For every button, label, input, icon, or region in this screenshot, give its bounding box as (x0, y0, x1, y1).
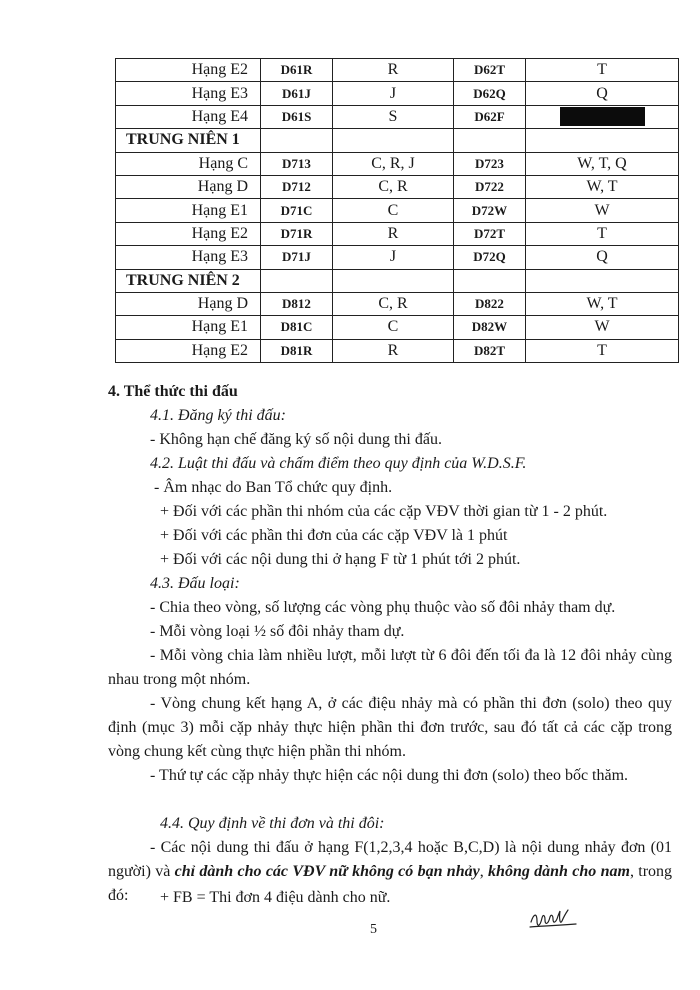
text-run: , trong đó: (108, 863, 673, 904)
emphasis-text: chỉ dành cho các VĐV nữ không có bạn nhảy (174, 863, 480, 880)
table-section-row (116, 269, 679, 292)
code-cell: D72W (454, 199, 526, 222)
category-name-cell: Hạng D (116, 175, 261, 198)
table-row (116, 199, 679, 222)
dances-cell: W (526, 316, 679, 339)
code-cell: D713 (261, 152, 333, 175)
section-label: TRUNG NIÊN 2 (116, 269, 261, 292)
code-cell: D812 (261, 292, 333, 315)
paragraph-line: - Không hạn chế đăng ký số nội dung thi đấu. (150, 431, 442, 448)
code-cell: D72T (454, 222, 526, 245)
code-cell: D82W (454, 316, 526, 339)
dances-cell: R (333, 222, 454, 245)
category-name-cell: Hạng E2 (116, 222, 261, 245)
dances-cell: C, R, J (333, 152, 454, 175)
empty-cell (454, 129, 526, 152)
table-row (116, 59, 679, 82)
code-cell: D712 (261, 175, 333, 198)
dances-cell: C (333, 316, 454, 339)
dances-cell: C (333, 199, 454, 222)
subsection-4-3-title: 4.3. Đấu loại: (150, 575, 240, 592)
code-cell: D722 (454, 175, 526, 198)
empty-cell (333, 269, 454, 292)
category-name-cell: Hạng E1 (116, 316, 261, 339)
paragraph-line: - Mỗi vòng loại ½ số đôi nhảy tham dự. (150, 623, 405, 640)
category-name-cell: Hạng E3 (116, 82, 261, 105)
paragraph-line: + Đối với các phần thi nhóm của các cặp VĐV thời gian từ 1 - 2 phút. (160, 503, 608, 520)
dances-cell: J (333, 82, 454, 105)
dances-cell: J (333, 246, 454, 269)
dances-cell: Q (526, 82, 679, 105)
table-row (116, 222, 679, 245)
table-row (116, 339, 679, 362)
paragraph: - Vòng chung kết hạng A, ở các điệu nhảy mà có phần thi đơn (solo) theo quy định (mục 3) mỗi cặp nhảy thực hiện phần thi đơn trước, sau đó tất cả các cặp trong vòng chung kết cùng thực hiện phần thi nhóm. (108, 695, 672, 760)
code-cell: D71J (261, 246, 333, 269)
table-row (116, 292, 679, 315)
code-cell: D71C (261, 199, 333, 222)
code-cell: D723 (454, 152, 526, 175)
dances-cell (526, 105, 679, 128)
code-cell: D82T (454, 339, 526, 362)
emphasis-text: không dành cho nam (488, 863, 630, 880)
category-code-table (115, 58, 679, 363)
empty-cell (261, 269, 333, 292)
table-row (116, 246, 679, 269)
category-name-cell: Hạng D (116, 292, 261, 315)
table-row (116, 152, 679, 175)
subsection-4-2-title: 4.2. Luật thi đấu và chấm điểm theo quy định của W.D.S.F. (150, 455, 527, 472)
code-cell: D71R (261, 222, 333, 245)
paragraph-line: - Chia theo vòng, số lượng các vòng phụ thuộc vào số đôi nhảy tham dự. (150, 599, 616, 616)
subsection-4-1-title: 4.1. Đăng ký thi đấu: (150, 407, 286, 424)
dances-cell: T (526, 59, 679, 82)
empty-cell (526, 269, 679, 292)
table-row (116, 175, 679, 198)
dances-cell: R (333, 339, 454, 362)
code-cell: D62F (454, 105, 526, 128)
dances-cell: C, R (333, 175, 454, 198)
category-name-cell: Hạng E4 (116, 105, 261, 128)
paragraph: - Thứ tự các cặp nhảy thực hiện các nội dung thi đơn (solo) theo bốc thăm. (150, 767, 629, 784)
paragraph-line: + Đối với các nội dung thi ở hạng F từ 1 phút tới 2 phút. (160, 551, 521, 568)
code-cell: D61S (261, 105, 333, 128)
dances-cell: T (526, 339, 679, 362)
paragraph-line: + Đối với các phần thi đơn của các cặp VĐV là 1 phút (160, 527, 508, 544)
code-cell: D81R (261, 339, 333, 362)
dances-cell: W, T (526, 175, 679, 198)
category-name-cell: Hạng E1 (116, 199, 261, 222)
dances-cell: C, R (333, 292, 454, 315)
empty-cell (261, 129, 333, 152)
category-name-cell: Hạng E2 (116, 59, 261, 82)
paragraph-line: - Âm nhạc do Ban Tổ chức quy định. (154, 479, 393, 496)
table-row (116, 105, 679, 128)
table-row (116, 82, 679, 105)
dances-cell: W, T (526, 292, 679, 315)
dances-cell: R (333, 59, 454, 82)
dances-cell: W, T, Q (526, 152, 679, 175)
text-run: , (479, 863, 489, 880)
handwritten-signature (528, 907, 580, 933)
dances-cell: W (526, 199, 679, 222)
code-cell: D72Q (454, 246, 526, 269)
page-number: 5 (370, 922, 377, 937)
section-label: TRUNG NIÊN 1 (116, 129, 261, 152)
subsection-4-4-title: 4.4. Quy định về thi đơn và thi đôi: (160, 815, 385, 832)
paragraph-line: + FB = Thi đơn 4 điệu dành cho nữ. (160, 889, 391, 906)
section-heading: 4. Thể thức thi đấu (108, 383, 238, 400)
empty-cell (454, 269, 526, 292)
category-name-cell: Hạng E3 (116, 246, 261, 269)
dances-cell: T (526, 222, 679, 245)
redacted-block (560, 107, 645, 126)
category-name-cell: Hạng C (116, 152, 261, 175)
code-cell: D62Q (454, 82, 526, 105)
empty-cell (526, 129, 679, 152)
text-run: - Các nội dung thi đấu ở hạng F(1,2,3,4 hoặc B,C,D) là nội dung nhảy đơn (01 người) và (108, 839, 672, 880)
category-name-cell: Hạng E2 (116, 339, 261, 362)
table-row (116, 316, 679, 339)
paragraph: - Mỗi vòng chia làm nhiều lượt, mỗi lượt từ 6 đôi đến tối đa là 12 đôi nhảy cùng nhau trong một nhóm. (108, 647, 672, 688)
dances-cell: S (333, 105, 454, 128)
code-cell: D61R (261, 59, 333, 82)
code-cell: D81C (261, 316, 333, 339)
dances-cell: Q (526, 246, 679, 269)
code-cell: D62T (454, 59, 526, 82)
empty-cell (333, 129, 454, 152)
code-cell: D822 (454, 292, 526, 315)
code-cell: D61J (261, 82, 333, 105)
table-section-row (116, 129, 679, 152)
